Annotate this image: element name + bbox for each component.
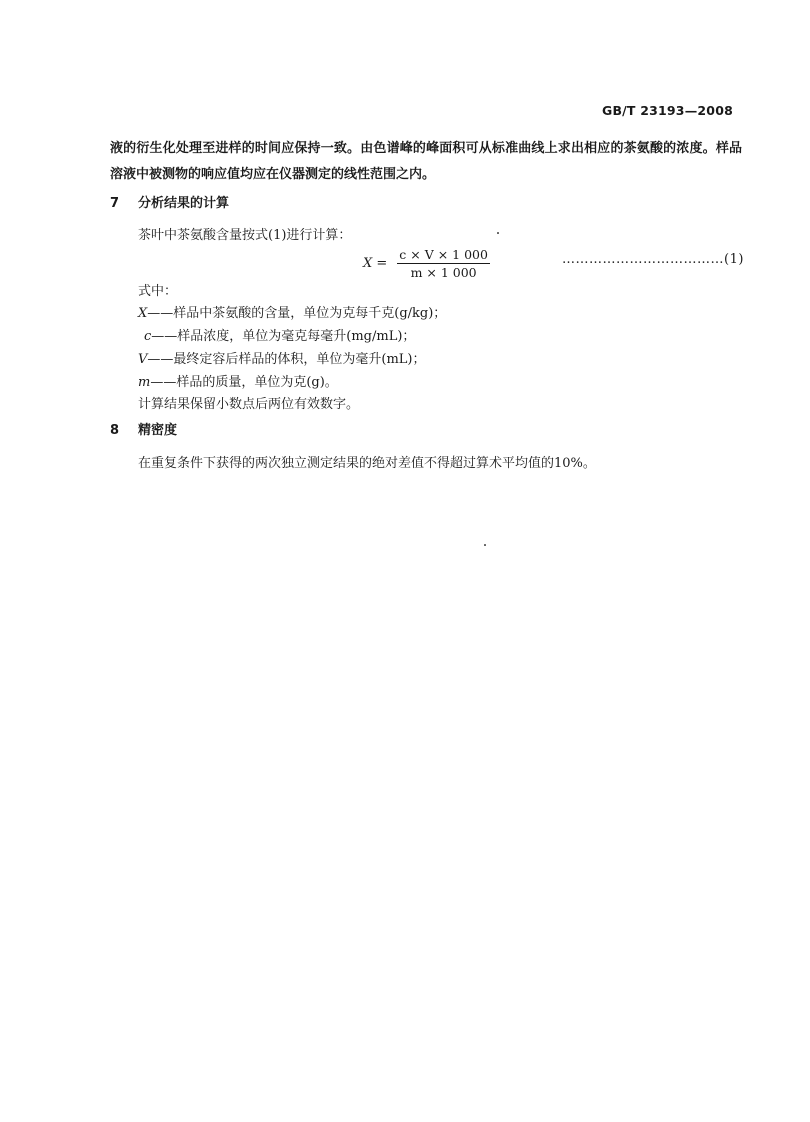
definition-v	[138, 348, 426, 367]
rounding-note: 计算结果保留小数点后两位有效数字。	[138, 397, 360, 412]
definition-m	[138, 371, 338, 390]
continued-paragraph: 液的衍生化处理至进样的时间应保持一致。由色谱峰的峰面积可从标准曲线上求出相应的茶氨酸的浓度。样品溶液中被测物的响应值均应在仪器测定的线性范围之内。	[110, 141, 742, 182]
formula-1	[363, 247, 490, 280]
definition-v-text: ——最终定容后样品的体积，单位为毫升(mL)；	[147, 352, 426, 367]
symbol-v: V	[138, 352, 148, 367]
formula-denominator: m × 1 000	[410, 265, 477, 280]
definition-m-text: ——样品的质量，单位为克(g)。	[150, 375, 338, 390]
definition-c	[144, 325, 415, 344]
section-8-heading	[110, 419, 177, 438]
formula-number-leader: ………………………………(1)	[562, 252, 744, 267]
formula-numerator: c × V × 1 000	[399, 247, 488, 262]
precision-text: 在重复条件下获得的两次独立测定结果的绝对差值不得超过算术平均值的10%。	[138, 456, 596, 471]
section-8-title: 精密度	[138, 423, 178, 438]
scan-speck	[484, 544, 486, 546]
symbol-c: c	[144, 329, 152, 344]
symbol-x: X	[138, 306, 148, 321]
definition-x	[138, 302, 446, 321]
formula-fraction	[397, 247, 490, 280]
formula-intro: 茶叶中茶氨酸含量按式(1)进行计算：	[138, 228, 352, 243]
symbol-m: m	[138, 375, 151, 390]
section-7-title: 分析结果的计算	[138, 196, 230, 211]
where-label: 式中：	[138, 284, 178, 299]
definition-x-text: ——样品中茶氨酸的含量，单位为克每千克(g/kg)；	[147, 306, 447, 321]
standard-number: GB/T 23193—2008	[601, 103, 733, 118]
scan-speck	[497, 232, 499, 234]
formula-lhs: X =	[363, 256, 388, 271]
definition-c-text: ——样品浓度，单位为毫克每毫升(mg/mL)；	[151, 329, 416, 344]
section-8-number: 8	[110, 423, 120, 438]
section-7-number: 7	[110, 196, 120, 211]
section-7-heading	[110, 192, 229, 211]
